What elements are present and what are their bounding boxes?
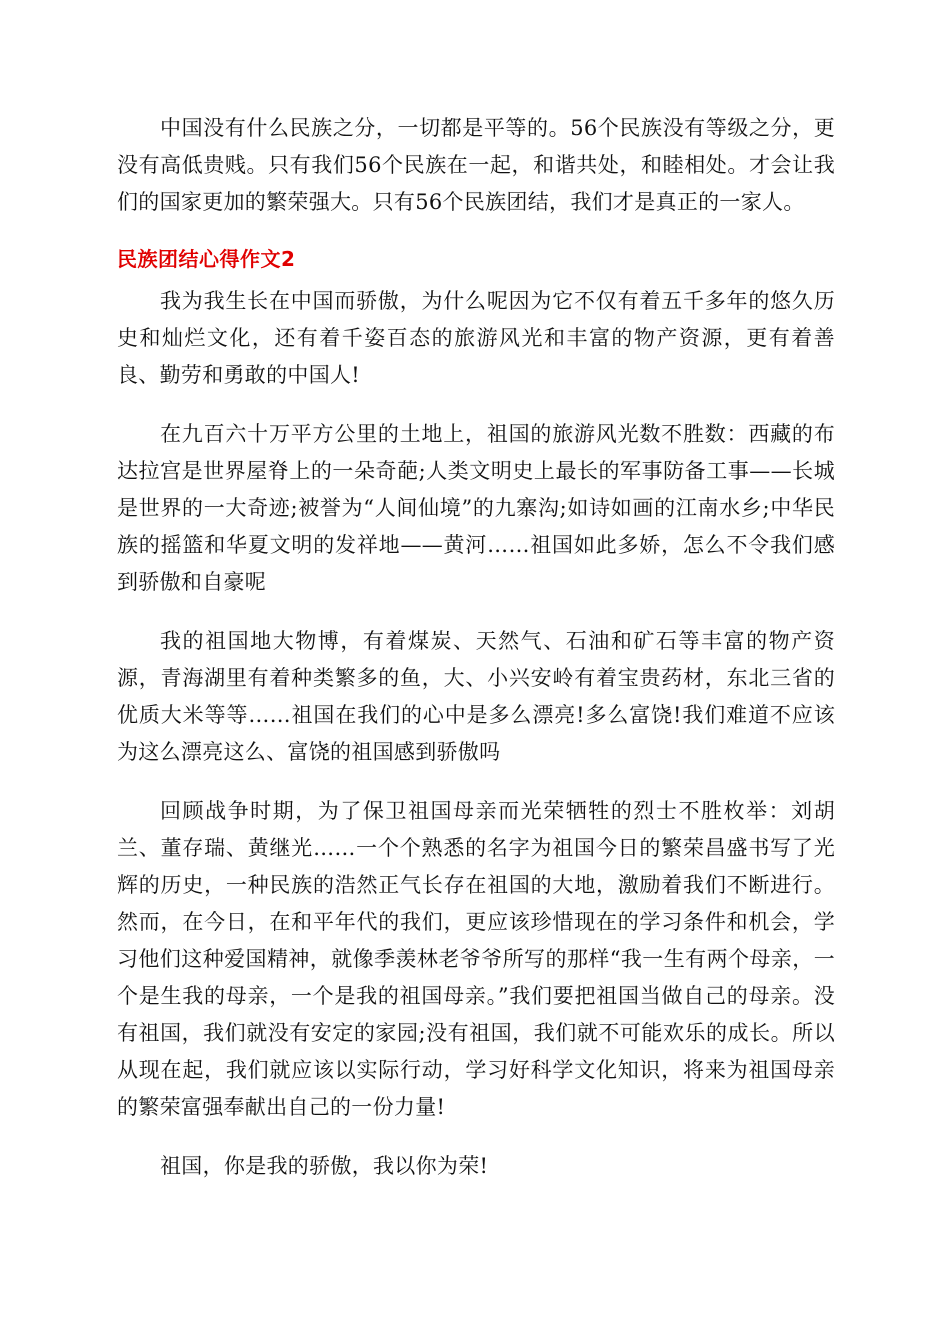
body-paragraph-3: 我的祖国地大物博，有着煤炭、天然气、石油和矿石等丰富的物产资源，青海湖里有着种类繁多的鱼，大、小兴安岭有着宝贵药材，东北三省的优质大米等等……祖国在我们的心中是多么漂亮!多么富饶!我们难道不应该为这么漂亮这么、富饶的祖国感到骄傲吗 [117,629,835,764]
body-paragraph-1: 我为我生长在中国而骄傲，为什么呢因为它不仅有着五千多年的悠久历史和灿烂文化，还有着千姿百态的旅游风光和丰富的物产资源，更有着善良、勤劳和勇敢的中国人! [117,289,835,387]
document-page [117,110,835,1207]
body-paragraph-4: 回顾战争时期，为了保卫祖国母亲而光荣牺牲的烈士不胜枚举：刘胡兰、董存瑞、黄继光……一个个熟悉的名字为祖国今日的繁荣昌盛书写了光辉的历史，一种民族的浩然正气长存在祖国的大地，激励着我们不断进行。然而，在今日，在和平年代的我们，更应该珍惜现在的学习条件和机会，学习他们这种爱国精神，就像季羡林老爷爷所写的那样“我一生有两个母亲，一个是生我的母亲，一个是我的祖国母亲。”我们要把祖国当做自己的母亲。没有祖国，我们就没有安定的家园;没有祖国，我们就不可能欢乐的成长。所以从现在起，我们就应该以实际行动，学习好科学文化知识，将来为祖国母亲的繁荣富强奉献出自己的一份力量! [117,799,835,1119]
body-paragraph-2: 在九百六十万平方公里的土地上，祖国的旅游风光数不胜数：西藏的布达拉宫是世界屋脊上的一朵奇葩;人类文明史上最长的军事防备工事——长城是世界的一大奇迹;被誉为“人间仙境”的九寨沟;如诗如画的江南水乡;中华民族的摇篮和华夏文明的发祥地——黄河……祖国如此多娇，怎么不令我们感到骄傲和自豪呢 [117,422,835,594]
body-paragraph-5: 祖国，你是我的骄傲，我以你为荣! [160,1154,489,1178]
intro-paragraph: 中国没有什么民族之分，一切都是平等的。56个民族没有等级之分，更没有高低贵贱。只有我们56个民族在一起，和谐共处，和睦相处。才会让我们的国家更加的繁荣强大。只有56个民族团结，我们才是真正的一家人。 [117,116,835,214]
section-heading: 民族团结心得作文2 [117,247,296,271]
